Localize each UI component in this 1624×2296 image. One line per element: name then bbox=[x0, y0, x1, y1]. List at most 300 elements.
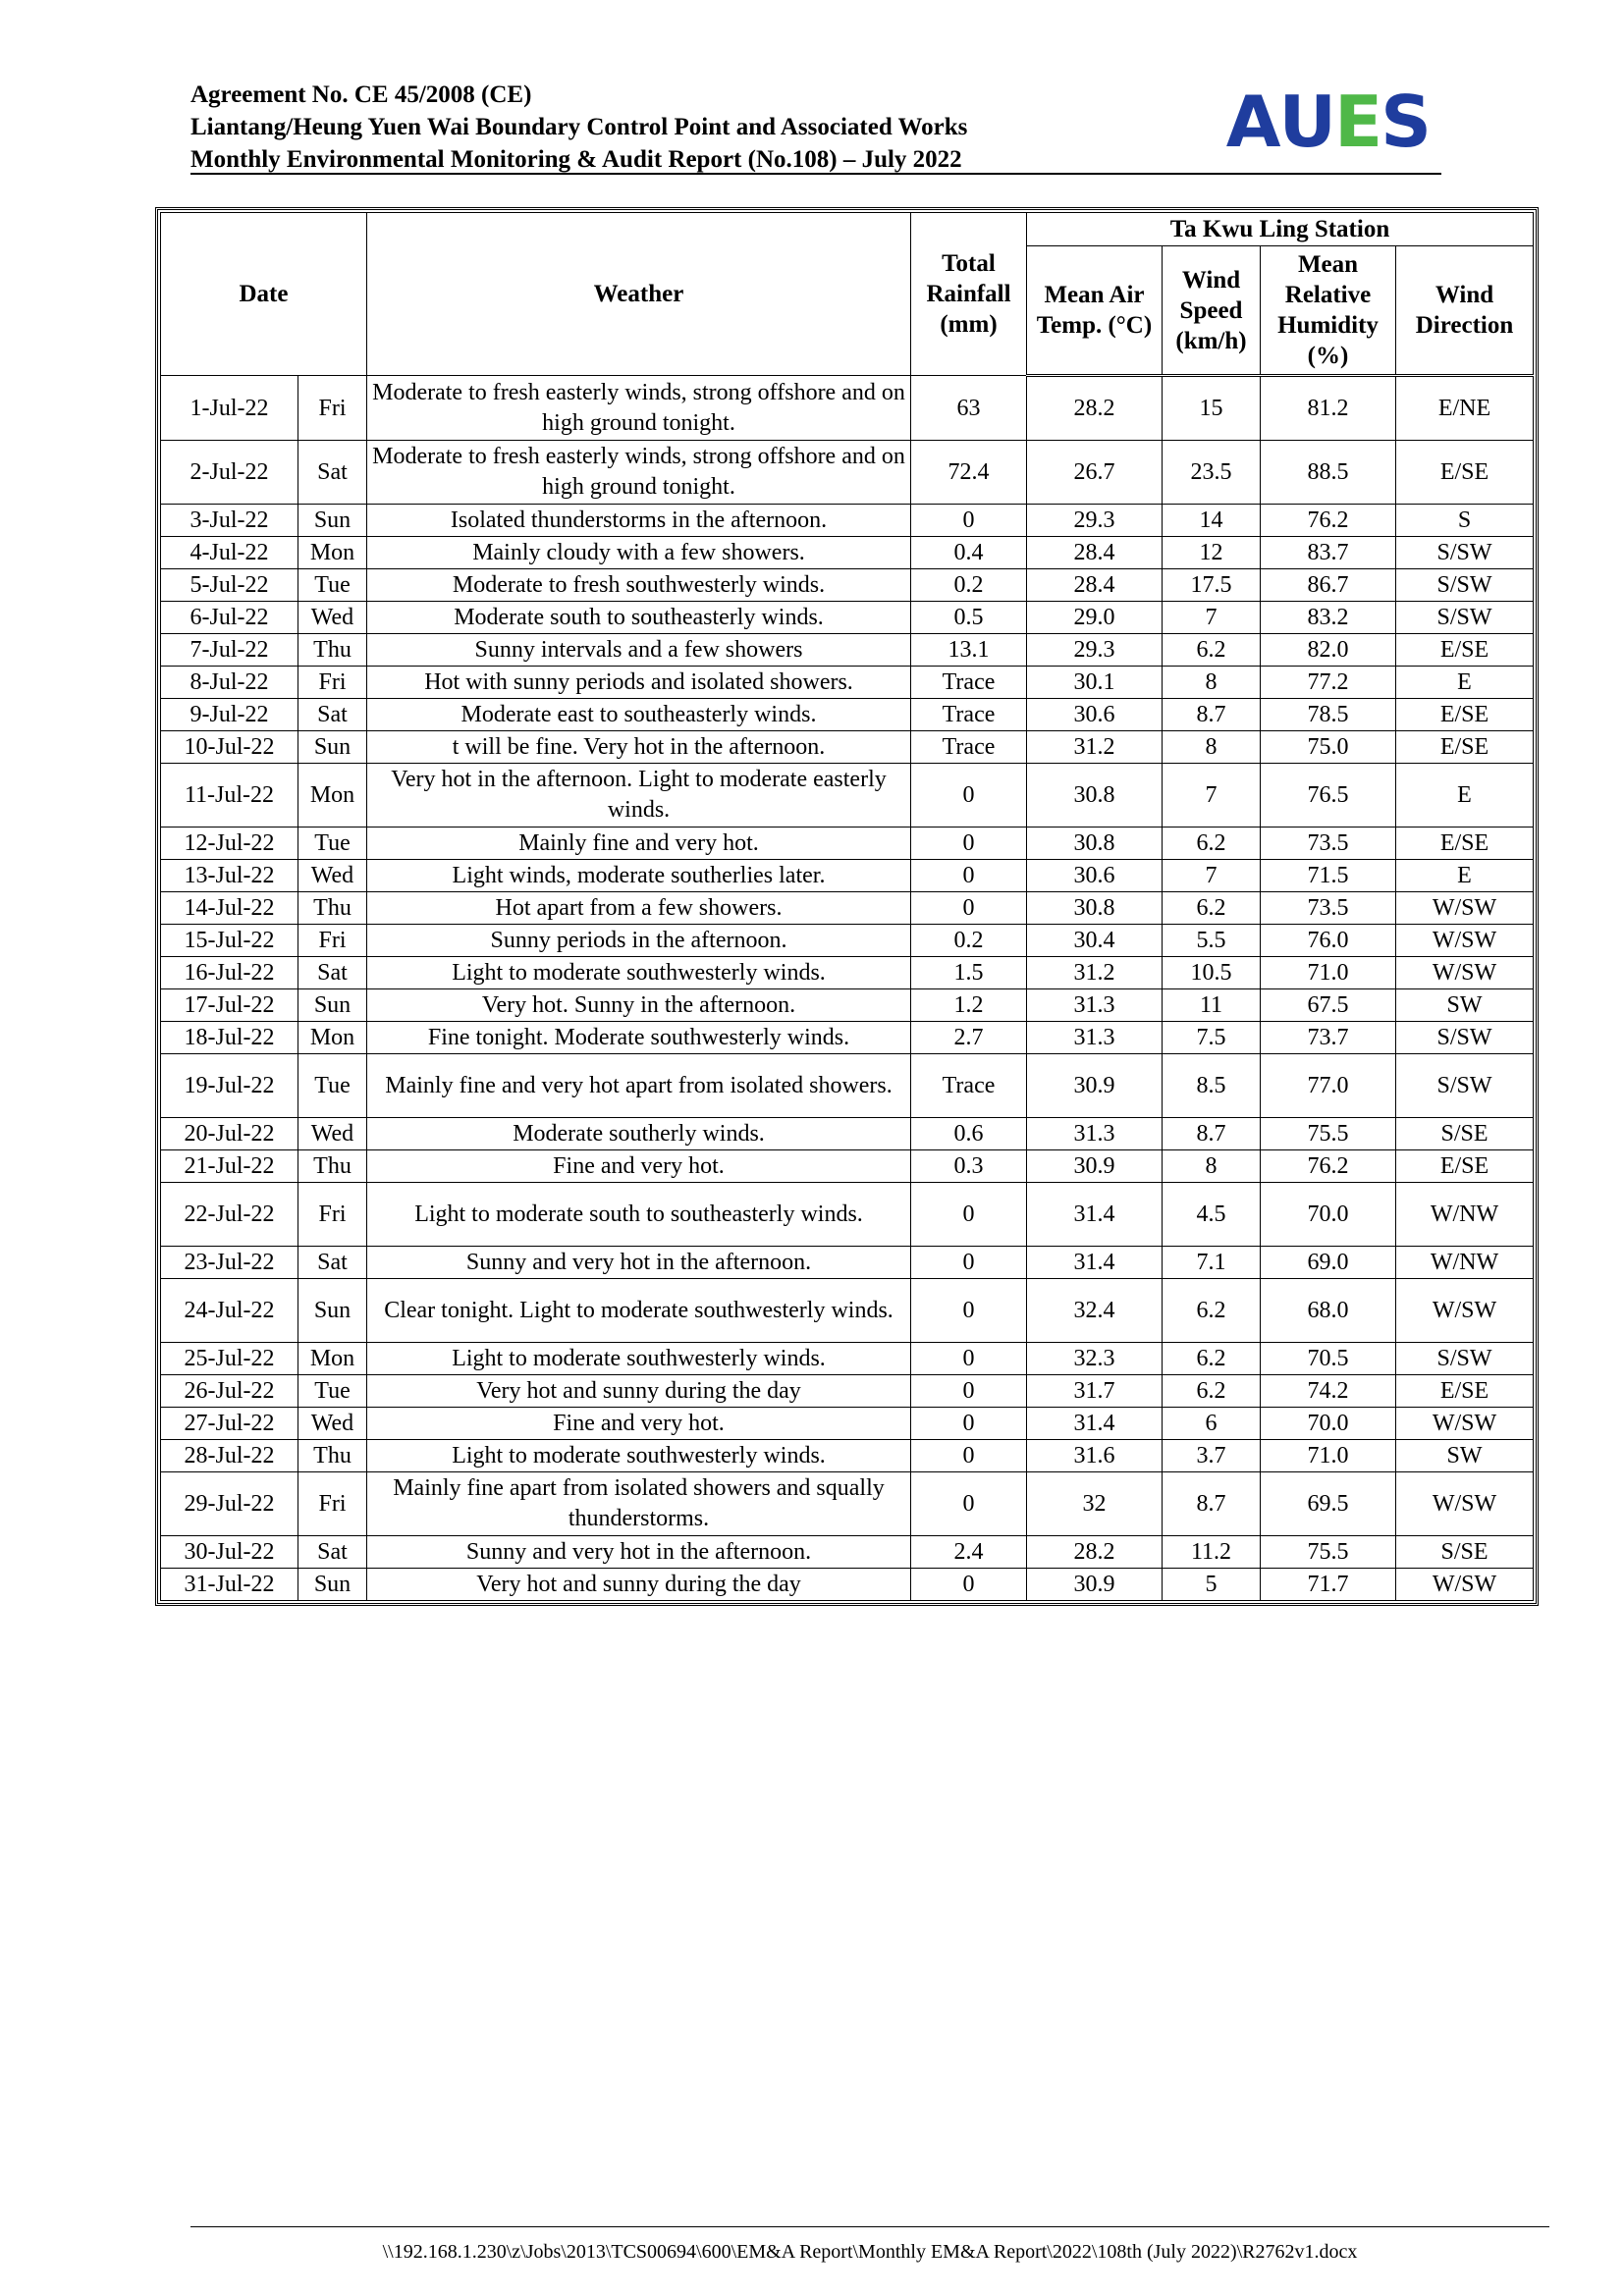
humidity-cell: 71.5 bbox=[1261, 860, 1396, 892]
wind-speed-cell: 7 bbox=[1163, 602, 1261, 634]
table-row bbox=[161, 1150, 1534, 1183]
date-cell: 28-Jul-22 bbox=[161, 1440, 298, 1472]
day-cell: Mon bbox=[298, 1343, 367, 1375]
table-row bbox=[161, 699, 1534, 731]
wind-speed-cell: 8 bbox=[1163, 667, 1261, 699]
date-cell: 10-Jul-22 bbox=[161, 731, 298, 764]
wind-speed-cell: 8 bbox=[1163, 1150, 1261, 1183]
table-row bbox=[161, 1279, 1534, 1343]
rainfall-cell: Trace bbox=[911, 667, 1027, 699]
temperature-cell: 30.9 bbox=[1027, 1569, 1163, 1601]
temperature-cell: 28.4 bbox=[1027, 569, 1163, 602]
rainfall-cell: Trace bbox=[911, 699, 1027, 731]
wind-speed-cell: 8 bbox=[1163, 731, 1261, 764]
humidity-cell: 68.0 bbox=[1261, 1279, 1396, 1343]
humidity-cell: 88.5 bbox=[1261, 441, 1396, 505]
weather-cell: Mainly cloudy with a few showers. bbox=[367, 537, 911, 569]
wind-direction-cell: S/SE bbox=[1396, 1118, 1534, 1150]
table-row bbox=[161, 1569, 1534, 1601]
temperature-cell: 31.4 bbox=[1027, 1408, 1163, 1440]
wind-direction-cell: W/SW bbox=[1396, 892, 1534, 925]
wind-direction-cell: S/SE bbox=[1396, 1536, 1534, 1569]
date-cell: 18-Jul-22 bbox=[161, 1022, 298, 1054]
wind-direction-cell: E bbox=[1396, 764, 1534, 828]
wind-direction-cell: S/SW bbox=[1396, 1343, 1534, 1375]
wind-speed-cell: 6.2 bbox=[1163, 1343, 1261, 1375]
wind-speed-cell: 7.5 bbox=[1163, 1022, 1261, 1054]
temperature-cell: 30.6 bbox=[1027, 860, 1163, 892]
day-cell: Thu bbox=[298, 892, 367, 925]
wind-direction-cell: W/SW bbox=[1396, 925, 1534, 957]
wind-direction-cell: E/SE bbox=[1396, 731, 1534, 764]
weather-cell: Hot apart from a few showers. bbox=[367, 892, 911, 925]
weather-table-frame bbox=[155, 207, 1539, 1606]
temperature-cell: 30.4 bbox=[1027, 925, 1163, 957]
table-row bbox=[161, 892, 1534, 925]
day-cell: Sat bbox=[298, 441, 367, 505]
humidity-cell: 77.0 bbox=[1261, 1054, 1396, 1118]
table-row bbox=[161, 1536, 1534, 1569]
rainfall-cell: 0.5 bbox=[911, 602, 1027, 634]
humidity-cell: 69.0 bbox=[1261, 1247, 1396, 1279]
table-row bbox=[161, 828, 1534, 860]
wind-direction-cell: E/SE bbox=[1396, 1150, 1534, 1183]
humidity-cell: 86.7 bbox=[1261, 569, 1396, 602]
date-cell: 11-Jul-22 bbox=[161, 764, 298, 828]
agreement-line: Agreement No. CE 45/2008 (CE) bbox=[190, 81, 532, 108]
header-weather: Weather bbox=[367, 213, 911, 376]
humidity-cell: 83.2 bbox=[1261, 602, 1396, 634]
date-cell: 29-Jul-22 bbox=[161, 1472, 298, 1536]
weather-cell: t will be fine. Very hot in the afternoon. bbox=[367, 731, 911, 764]
table-row bbox=[161, 957, 1534, 989]
rainfall-cell: 0.2 bbox=[911, 569, 1027, 602]
temperature-cell: 30.9 bbox=[1027, 1150, 1163, 1183]
date-cell: 12-Jul-22 bbox=[161, 828, 298, 860]
day-cell: Mon bbox=[298, 764, 367, 828]
rainfall-cell: 0 bbox=[911, 1247, 1027, 1279]
day-cell: Wed bbox=[298, 1408, 367, 1440]
rainfall-cell: 0.6 bbox=[911, 1118, 1027, 1150]
weather-cell: Light to moderate southwesterly winds. bbox=[367, 1440, 911, 1472]
temperature-cell: 30.9 bbox=[1027, 1054, 1163, 1118]
rainfall-cell: 0 bbox=[911, 1569, 1027, 1601]
weather-cell: Mainly fine and very hot apart from isolated showers. bbox=[367, 1054, 911, 1118]
humidity-cell: 71.0 bbox=[1261, 1440, 1396, 1472]
table-row bbox=[161, 1022, 1534, 1054]
report-line: Monthly Environmental Monitoring & Audit Report (No.108) – July 2022 bbox=[190, 146, 962, 173]
weather-table bbox=[160, 212, 1534, 1601]
wind-direction-cell: E bbox=[1396, 667, 1534, 699]
weather-cell: Fine and very hot. bbox=[367, 1150, 911, 1183]
table-row bbox=[161, 376, 1534, 441]
rainfall-cell: 2.7 bbox=[911, 1022, 1027, 1054]
weather-cell: Sunny intervals and a few showers bbox=[367, 634, 911, 667]
rainfall-cell: 0 bbox=[911, 1279, 1027, 1343]
wind-direction-cell: W/NW bbox=[1396, 1247, 1534, 1279]
humidity-cell: 83.7 bbox=[1261, 537, 1396, 569]
day-cell: Sat bbox=[298, 699, 367, 731]
day-cell: Sun bbox=[298, 1279, 367, 1343]
wind-speed-cell: 12 bbox=[1163, 537, 1261, 569]
wind-direction-cell: E/SE bbox=[1396, 1375, 1534, 1408]
day-cell: Tue bbox=[298, 1054, 367, 1118]
temperature-cell: 29.3 bbox=[1027, 634, 1163, 667]
wind-speed-cell: 6.2 bbox=[1163, 828, 1261, 860]
weather-cell: Moderate to fresh southwesterly winds. bbox=[367, 569, 911, 602]
table-row bbox=[161, 860, 1534, 892]
rainfall-cell: 2.4 bbox=[911, 1536, 1027, 1569]
date-cell: 26-Jul-22 bbox=[161, 1375, 298, 1408]
temperature-cell: 31.7 bbox=[1027, 1375, 1163, 1408]
rainfall-cell: 0 bbox=[911, 1408, 1027, 1440]
rainfall-cell: 0 bbox=[911, 505, 1027, 537]
rainfall-cell: 1.5 bbox=[911, 957, 1027, 989]
date-cell: 3-Jul-22 bbox=[161, 505, 298, 537]
table-row bbox=[161, 1183, 1534, 1247]
date-cell: 5-Jul-22 bbox=[161, 569, 298, 602]
humidity-cell: 76.2 bbox=[1261, 505, 1396, 537]
weather-cell: Moderate south to southeasterly winds. bbox=[367, 602, 911, 634]
day-cell: Thu bbox=[298, 634, 367, 667]
project-line: Liantang/Heung Yuen Wai Boundary Control Point and Associated Works bbox=[190, 114, 968, 140]
wind-speed-cell: 6.2 bbox=[1163, 1375, 1261, 1408]
temperature-cell: 30.8 bbox=[1027, 764, 1163, 828]
day-cell: Mon bbox=[298, 1022, 367, 1054]
humidity-cell: 81.2 bbox=[1261, 376, 1396, 441]
header-text bbox=[190, 79, 967, 176]
day-cell: Fri bbox=[298, 667, 367, 699]
wind-speed-cell: 6.2 bbox=[1163, 634, 1261, 667]
table-row bbox=[161, 1472, 1534, 1536]
weather-cell: Mainly fine and very hot. bbox=[367, 828, 911, 860]
temperature-cell: 30.1 bbox=[1027, 667, 1163, 699]
date-cell: 4-Jul-22 bbox=[161, 537, 298, 569]
rainfall-cell: Trace bbox=[911, 731, 1027, 764]
table-row bbox=[161, 1247, 1534, 1279]
humidity-cell: 71.7 bbox=[1261, 1569, 1396, 1601]
day-cell: Sat bbox=[298, 1536, 367, 1569]
weather-cell: Moderate to fresh easterly winds, strong offshore and on high ground tonight. bbox=[367, 441, 911, 505]
humidity-cell: 76.2 bbox=[1261, 1150, 1396, 1183]
table-row bbox=[161, 731, 1534, 764]
wind-direction-cell: W/SW bbox=[1396, 1472, 1534, 1536]
header-rainfall: Total Rainfall (mm) bbox=[911, 213, 1027, 376]
rainfall-cell: 0 bbox=[911, 860, 1027, 892]
humidity-cell: 71.0 bbox=[1261, 957, 1396, 989]
wind-speed-cell: 6 bbox=[1163, 1408, 1261, 1440]
logo-letter: E bbox=[1333, 80, 1381, 163]
wind-direction-cell: E/SE bbox=[1396, 441, 1534, 505]
wind-speed-cell: 7.1 bbox=[1163, 1247, 1261, 1279]
page-header bbox=[190, 79, 1441, 175]
date-cell: 22-Jul-22 bbox=[161, 1183, 298, 1247]
rainfall-cell: 0.2 bbox=[911, 925, 1027, 957]
rainfall-cell: 13.1 bbox=[911, 634, 1027, 667]
file-path-footer: \\192.168.1.230\z\Jobs\2013\TCS00694\600\EM&A Report\Monthly EM&A Report\2022\108th (July 2022)\R2762v1.docx bbox=[190, 2226, 1549, 2264]
temperature-cell: 29.3 bbox=[1027, 505, 1163, 537]
humidity-cell: 75.5 bbox=[1261, 1118, 1396, 1150]
temperature-cell: 30.6 bbox=[1027, 699, 1163, 731]
wind-direction-cell: W/NW bbox=[1396, 1183, 1534, 1247]
wind-direction-cell: E/SE bbox=[1396, 828, 1534, 860]
weather-cell: Sunny periods in the afternoon. bbox=[367, 925, 911, 957]
aues-logo bbox=[1226, 82, 1430, 161]
day-cell: Wed bbox=[298, 1118, 367, 1150]
weather-table-body bbox=[161, 376, 1534, 1601]
weather-cell: Light to moderate southwesterly winds. bbox=[367, 957, 911, 989]
header-humidity: Mean Relative Humidity (%) bbox=[1261, 246, 1396, 376]
logo-letter: A bbox=[1225, 80, 1279, 163]
temperature-cell: 31.4 bbox=[1027, 1183, 1163, 1247]
wind-direction-cell: S/SW bbox=[1396, 569, 1534, 602]
wind-speed-cell: 3.7 bbox=[1163, 1440, 1261, 1472]
humidity-cell: 78.5 bbox=[1261, 699, 1396, 731]
date-cell: 30-Jul-22 bbox=[161, 1536, 298, 1569]
wind-speed-cell: 5.5 bbox=[1163, 925, 1261, 957]
wind-direction-cell: S/SW bbox=[1396, 602, 1534, 634]
date-cell: 16-Jul-22 bbox=[161, 957, 298, 989]
day-cell: Fri bbox=[298, 1183, 367, 1247]
rainfall-cell: 1.2 bbox=[911, 989, 1027, 1022]
temperature-cell: 32 bbox=[1027, 1472, 1163, 1536]
date-cell: 31-Jul-22 bbox=[161, 1569, 298, 1601]
date-cell: 2-Jul-22 bbox=[161, 441, 298, 505]
rainfall-cell: 0.4 bbox=[911, 537, 1027, 569]
wind-speed-cell: 11 bbox=[1163, 989, 1261, 1022]
logo-letter: U bbox=[1278, 80, 1334, 163]
weather-cell: Fine and very hot. bbox=[367, 1408, 911, 1440]
day-cell: Wed bbox=[298, 860, 367, 892]
wind-speed-cell: 4.5 bbox=[1163, 1183, 1261, 1247]
weather-cell: Mainly fine apart from isolated showers and squally thunderstorms. bbox=[367, 1472, 911, 1536]
humidity-cell: 77.2 bbox=[1261, 667, 1396, 699]
humidity-cell: 76.0 bbox=[1261, 925, 1396, 957]
header-date: Date bbox=[161, 213, 367, 376]
weather-cell: Light to moderate southwesterly winds. bbox=[367, 1343, 911, 1375]
humidity-cell: 73.5 bbox=[1261, 828, 1396, 860]
date-cell: 9-Jul-22 bbox=[161, 699, 298, 731]
temperature-cell: 31.2 bbox=[1027, 957, 1163, 989]
wind-speed-cell: 14 bbox=[1163, 505, 1261, 537]
day-cell: Fri bbox=[298, 376, 367, 441]
temperature-cell: 28.2 bbox=[1027, 1536, 1163, 1569]
humidity-cell: 67.5 bbox=[1261, 989, 1396, 1022]
wind-speed-cell: 6.2 bbox=[1163, 892, 1261, 925]
date-cell: 8-Jul-22 bbox=[161, 667, 298, 699]
weather-cell: Moderate to fresh easterly winds, strong offshore and on high ground tonight. bbox=[367, 376, 911, 441]
rainfall-cell: 72.4 bbox=[911, 441, 1027, 505]
table-row bbox=[161, 505, 1534, 537]
weather-cell: Hot with sunny periods and isolated showers. bbox=[367, 667, 911, 699]
table-row bbox=[161, 1375, 1534, 1408]
date-cell: 14-Jul-22 bbox=[161, 892, 298, 925]
rainfall-cell: 0 bbox=[911, 1375, 1027, 1408]
weather-cell: Very hot in the afternoon. Light to moderate easterly winds. bbox=[367, 764, 911, 828]
wind-speed-cell: 23.5 bbox=[1163, 441, 1261, 505]
rainfall-cell: 0 bbox=[911, 892, 1027, 925]
rainfall-cell: 0 bbox=[911, 1472, 1027, 1536]
wind-speed-cell: 10.5 bbox=[1163, 957, 1261, 989]
date-cell: 27-Jul-22 bbox=[161, 1408, 298, 1440]
wind-speed-cell: 5 bbox=[1163, 1569, 1261, 1601]
day-cell: Mon bbox=[298, 537, 367, 569]
wind-speed-cell: 8.7 bbox=[1163, 699, 1261, 731]
date-cell: 21-Jul-22 bbox=[161, 1150, 298, 1183]
rainfall-cell: 0 bbox=[911, 828, 1027, 860]
temperature-cell: 31.3 bbox=[1027, 1118, 1163, 1150]
logo-letter: S bbox=[1380, 80, 1430, 163]
day-cell: Tue bbox=[298, 1375, 367, 1408]
day-cell: Wed bbox=[298, 602, 367, 634]
wind-direction-cell: E/SE bbox=[1396, 634, 1534, 667]
temperature-cell: 28.2 bbox=[1027, 376, 1163, 441]
temperature-cell: 30.8 bbox=[1027, 828, 1163, 860]
weather-cell: Fine tonight. Moderate southwesterly winds. bbox=[367, 1022, 911, 1054]
table-row bbox=[161, 1054, 1534, 1118]
wind-direction-cell: S/SW bbox=[1396, 1022, 1534, 1054]
date-cell: 20-Jul-22 bbox=[161, 1118, 298, 1150]
humidity-cell: 70.0 bbox=[1261, 1408, 1396, 1440]
humidity-cell: 73.5 bbox=[1261, 892, 1396, 925]
table-row bbox=[161, 1118, 1534, 1150]
table-row bbox=[161, 764, 1534, 828]
wind-direction-cell: W/SW bbox=[1396, 1408, 1534, 1440]
wind-speed-cell: 17.5 bbox=[1163, 569, 1261, 602]
weather-cell: Light to moderate south to southeasterly winds. bbox=[367, 1183, 911, 1247]
day-cell: Sun bbox=[298, 505, 367, 537]
wind-speed-cell: 6.2 bbox=[1163, 1279, 1261, 1343]
date-cell: 19-Jul-22 bbox=[161, 1054, 298, 1118]
date-cell: 23-Jul-22 bbox=[161, 1247, 298, 1279]
date-cell: 24-Jul-22 bbox=[161, 1279, 298, 1343]
weather-cell: Moderate east to southeasterly winds. bbox=[367, 699, 911, 731]
humidity-cell: 75.0 bbox=[1261, 731, 1396, 764]
humidity-cell: 70.5 bbox=[1261, 1343, 1396, 1375]
day-cell: Fri bbox=[298, 1472, 367, 1536]
humidity-cell: 82.0 bbox=[1261, 634, 1396, 667]
wind-speed-cell: 8.7 bbox=[1163, 1118, 1261, 1150]
day-cell: Sun bbox=[298, 1569, 367, 1601]
wind-direction-cell: S/SW bbox=[1396, 1054, 1534, 1118]
temperature-cell: 31.4 bbox=[1027, 1247, 1163, 1279]
wind-speed-cell: 7 bbox=[1163, 860, 1261, 892]
temperature-cell: 29.0 bbox=[1027, 602, 1163, 634]
weather-cell: Very hot and sunny during the day bbox=[367, 1375, 911, 1408]
day-cell: Tue bbox=[298, 569, 367, 602]
table-row bbox=[161, 1440, 1534, 1472]
wind-speed-cell: 8.5 bbox=[1163, 1054, 1261, 1118]
wind-speed-cell: 15 bbox=[1163, 376, 1261, 441]
rainfall-cell: 63 bbox=[911, 376, 1027, 441]
table-row bbox=[161, 537, 1534, 569]
wind-direction-cell: S bbox=[1396, 505, 1534, 537]
rainfall-cell: 0 bbox=[911, 764, 1027, 828]
wind-speed-cell: 8.7 bbox=[1163, 1472, 1261, 1536]
humidity-cell: 70.0 bbox=[1261, 1183, 1396, 1247]
weather-cell: Moderate southerly winds. bbox=[367, 1118, 911, 1150]
table-row bbox=[161, 634, 1534, 667]
rainfall-cell: 0.3 bbox=[911, 1150, 1027, 1183]
day-cell: Sat bbox=[298, 1247, 367, 1279]
header-wind-direction: Wind Direction bbox=[1396, 246, 1534, 376]
wind-direction-cell: E/SE bbox=[1396, 699, 1534, 731]
wind-direction-cell: W/SW bbox=[1396, 957, 1534, 989]
humidity-cell: 73.7 bbox=[1261, 1022, 1396, 1054]
date-cell: 15-Jul-22 bbox=[161, 925, 298, 957]
table-row bbox=[161, 989, 1534, 1022]
table-row bbox=[161, 441, 1534, 505]
humidity-cell: 74.2 bbox=[1261, 1375, 1396, 1408]
table-row bbox=[161, 925, 1534, 957]
date-cell: 17-Jul-22 bbox=[161, 989, 298, 1022]
day-cell: Sun bbox=[298, 989, 367, 1022]
humidity-cell: 76.5 bbox=[1261, 764, 1396, 828]
rainfall-cell: Trace bbox=[911, 1054, 1027, 1118]
humidity-cell: 69.5 bbox=[1261, 1472, 1396, 1536]
wind-speed-cell: 7 bbox=[1163, 764, 1261, 828]
temperature-cell: 26.7 bbox=[1027, 441, 1163, 505]
weather-cell: Isolated thunderstorms in the afternoon. bbox=[367, 505, 911, 537]
day-cell: Thu bbox=[298, 1150, 367, 1183]
table-row bbox=[161, 602, 1534, 634]
table-row bbox=[161, 1408, 1534, 1440]
table-row bbox=[161, 1343, 1534, 1375]
date-cell: 6-Jul-22 bbox=[161, 602, 298, 634]
wind-direction-cell: E/NE bbox=[1396, 376, 1534, 441]
rainfall-cell: 0 bbox=[911, 1183, 1027, 1247]
humidity-cell: 75.5 bbox=[1261, 1536, 1396, 1569]
weather-cell: Sunny and very hot in the afternoon. bbox=[367, 1247, 911, 1279]
table-row bbox=[161, 569, 1534, 602]
table-row bbox=[161, 667, 1534, 699]
wind-direction-cell: SW bbox=[1396, 1440, 1534, 1472]
wind-direction-cell: W/SW bbox=[1396, 1279, 1534, 1343]
wind-direction-cell: S/SW bbox=[1396, 537, 1534, 569]
temperature-cell: 31.3 bbox=[1027, 989, 1163, 1022]
temperature-cell: 30.8 bbox=[1027, 892, 1163, 925]
temperature-cell: 31.6 bbox=[1027, 1440, 1163, 1472]
temperature-cell: 31.2 bbox=[1027, 731, 1163, 764]
weather-cell: Clear tonight. Light to moderate southwesterly winds. bbox=[367, 1279, 911, 1343]
wind-direction-cell: SW bbox=[1396, 989, 1534, 1022]
wind-direction-cell: E bbox=[1396, 860, 1534, 892]
day-cell: Tue bbox=[298, 828, 367, 860]
temperature-cell: 32.3 bbox=[1027, 1343, 1163, 1375]
date-cell: 13-Jul-22 bbox=[161, 860, 298, 892]
header-temp: Mean Air Temp. (°C) bbox=[1027, 246, 1163, 376]
date-cell: 1-Jul-22 bbox=[161, 376, 298, 441]
rainfall-cell: 0 bbox=[911, 1440, 1027, 1472]
temperature-cell: 28.4 bbox=[1027, 537, 1163, 569]
date-cell: 7-Jul-22 bbox=[161, 634, 298, 667]
day-cell: Fri bbox=[298, 925, 367, 957]
weather-cell: Sunny and very hot in the afternoon. bbox=[367, 1536, 911, 1569]
temperature-cell: 32.4 bbox=[1027, 1279, 1163, 1343]
wind-direction-cell: W/SW bbox=[1396, 1569, 1534, 1601]
day-cell: Thu bbox=[298, 1440, 367, 1472]
date-cell: 25-Jul-22 bbox=[161, 1343, 298, 1375]
day-cell: Sun bbox=[298, 731, 367, 764]
day-cell: Sat bbox=[298, 957, 367, 989]
header-station: Ta Kwu Ling Station bbox=[1027, 213, 1534, 246]
weather-cell: Light winds, moderate southerlies later. bbox=[367, 860, 911, 892]
rainfall-cell: 0 bbox=[911, 1343, 1027, 1375]
temperature-cell: 31.3 bbox=[1027, 1022, 1163, 1054]
weather-cell: Very hot. Sunny in the afternoon. bbox=[367, 989, 911, 1022]
header-wind-speed: Wind Speed (km/h) bbox=[1163, 246, 1261, 376]
wind-speed-cell: 11.2 bbox=[1163, 1536, 1261, 1569]
